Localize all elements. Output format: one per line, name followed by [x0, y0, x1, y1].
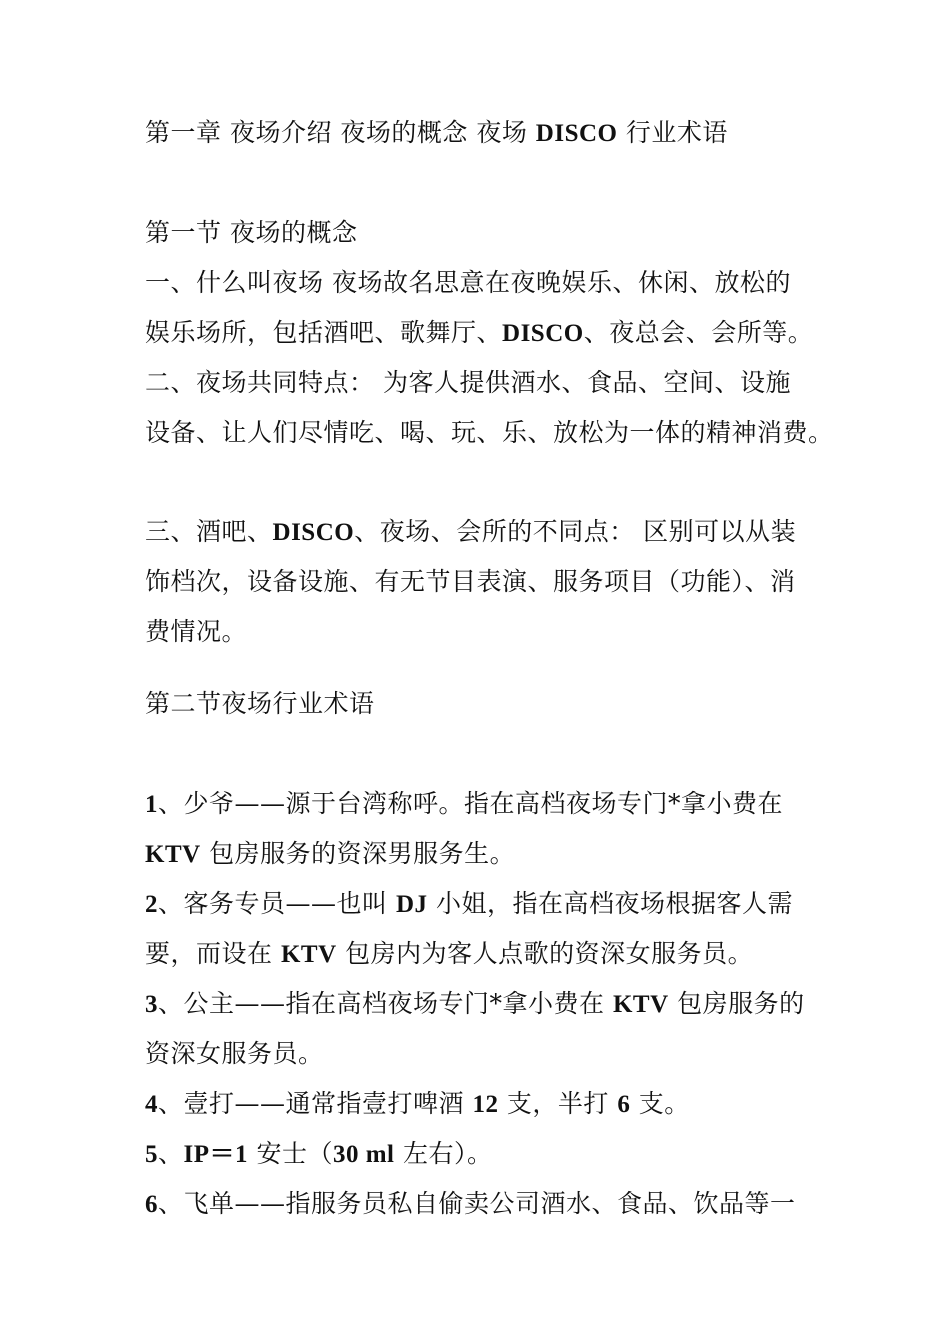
- term2-bold-a: DJ: [395, 891, 428, 918]
- term1-line1: [145, 787, 825, 822]
- term1-number: 1: [145, 791, 158, 818]
- point2-line1: 二、夜场共同特点： 为客人提供酒水、食品、空间、设施: [145, 368, 791, 397]
- term3-text-a: 、公主——指在高档夜场专门*拿小费在: [158, 989, 613, 1018]
- point3-line1-bold: DISCO: [272, 519, 355, 546]
- term4-text-b: 支，半打: [498, 1089, 618, 1118]
- term2-text-a: 、客务专员——也叫: [158, 889, 396, 918]
- term3-line1: [145, 987, 825, 1022]
- chapter-title-text-end: 行业术语: [617, 118, 728, 147]
- term5-bold-b: 30 ml: [332, 1141, 395, 1168]
- point1-line2-text: 娱乐场所，包括酒吧、歌舞厅、: [145, 318, 503, 347]
- term1-text-end: 包房服务的资深男服务生。: [200, 839, 516, 868]
- term4-bold-b: 6: [617, 1091, 631, 1118]
- term5-text-a: 、: [158, 1139, 184, 1168]
- chapter-title: [145, 116, 825, 151]
- term5-bold-a: IP＝1: [183, 1141, 249, 1168]
- point1-line2-bold: DISCO: [502, 320, 584, 347]
- term2-text-b: 小姐，指在高档夜场根据客人需: [427, 889, 793, 918]
- term2-line2: [145, 937, 825, 972]
- term2-text-d: 包房内为客人点歌的资深女服务员。: [336, 939, 754, 968]
- term5-line: [145, 1137, 825, 1172]
- term1-bold: KTV: [145, 841, 201, 868]
- point3-line1: [145, 515, 825, 550]
- point3-line1-text-end: 、夜场、会所的不同点： 区别可以从装: [354, 517, 797, 546]
- term6-line: [145, 1187, 825, 1222]
- term1-line2: [145, 837, 825, 872]
- term2-number: 2: [145, 891, 158, 918]
- point3-line3: 费情况。: [145, 617, 248, 646]
- point1-line2: [145, 316, 825, 351]
- term2-text-c: 要，而设在: [145, 939, 281, 968]
- section2-title: 第二节夜场行业术语: [145, 689, 375, 718]
- term6-number: 6: [145, 1191, 158, 1218]
- term2-bold-b: KTV: [280, 941, 337, 968]
- chapter-title-text: 第一章 夜场介绍 夜场的概念 夜场: [145, 118, 536, 147]
- term3-number: 3: [145, 991, 158, 1018]
- term4-bold-a: 12: [472, 1091, 499, 1118]
- term4-number: 4: [145, 1091, 158, 1118]
- term3-line2: 资深女服务员。: [145, 1039, 324, 1068]
- point1-line1: 一、什么叫夜场 夜场故名思意在夜晚娱乐、休闲、放松的: [145, 268, 791, 297]
- term5-text-c: 左右）。: [394, 1139, 493, 1168]
- point3-line2: 饰档次，设备设施、有无节目表演、服务项目（功能）、消: [145, 567, 796, 596]
- chapter-title-bold: DISCO: [535, 120, 618, 147]
- term2-line1: [145, 887, 825, 922]
- point2-line2: 设备、让人们尽情吃、喝、玩、乐、放松为一体的精神消费。: [145, 418, 834, 447]
- term4-line: [145, 1087, 825, 1122]
- point3-line1-text: 三、酒吧、: [145, 517, 273, 546]
- term5-number: 5: [145, 1141, 158, 1168]
- term3-bold: KTV: [612, 991, 669, 1018]
- term4-text-a: 、壹打——通常指壹打啤酒: [158, 1089, 473, 1118]
- term6-text: 、飞单——指服务员私自偷卖公司酒水、食品、饮品等一: [158, 1189, 796, 1218]
- point1-line2-text-end: 、夜总会、会所等。: [583, 318, 814, 347]
- term5-text-b: 安士（: [248, 1139, 333, 1168]
- section1-title: 第一节 夜场的概念: [145, 218, 358, 247]
- term3-text-b: 包房服务的: [668, 989, 805, 1018]
- term4-text-c: 支。: [630, 1089, 690, 1118]
- term1-text: 、少爷——源于台湾称呼。指在高档夜场专门*拿小费在: [158, 789, 784, 818]
